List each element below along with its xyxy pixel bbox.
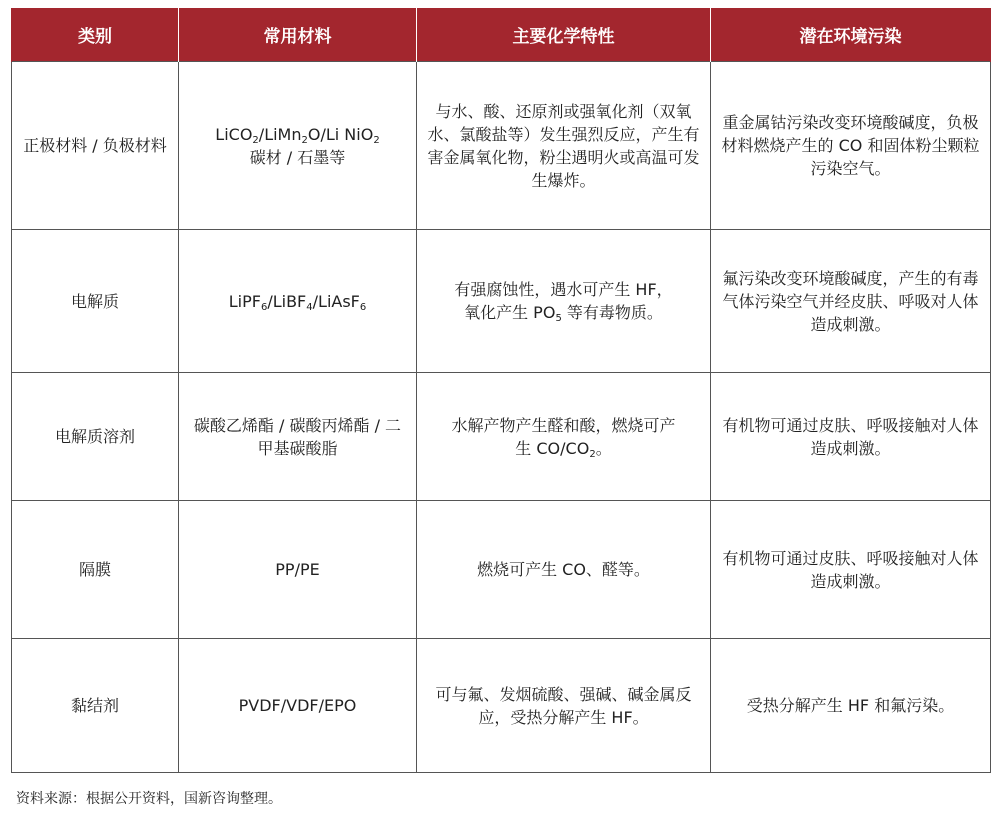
formula-subscript: 5 <box>555 313 562 324</box>
header-materials: 常用材料 <box>179 8 417 62</box>
cell-materials: PP/PE <box>179 501 417 639</box>
cell-category: 电解质 <box>12 230 179 373</box>
property-line-2 <box>425 437 702 460</box>
formula-text: LiCO <box>215 124 253 144</box>
table-row <box>12 373 991 501</box>
property-text: 等有毒物质。 <box>561 303 663 322</box>
formula-subscript: 4 <box>306 301 313 313</box>
table-row <box>12 501 991 639</box>
formula-subscript: 2 <box>589 448 596 460</box>
formula-subscript: 2 <box>301 134 308 146</box>
cell-materials <box>179 62 417 230</box>
cell-pollution: 氟污染改变环境酸碱度，产生的有毒气体污染空气并经皮肤、呼吸对人体造成刺激。 <box>711 230 991 373</box>
cell-property <box>417 373 711 501</box>
formula-subscript: 6 <box>260 301 268 313</box>
formula-subscript: 2 <box>252 134 259 146</box>
property-line-1: 有强腐蚀性，遇水可产生 HF， <box>454 280 673 299</box>
cell-category: 隔膜 <box>12 501 179 639</box>
cell-pollution: 有机物可通过皮肤、呼吸接触对人体造成刺激。 <box>711 373 991 501</box>
cell-pollution: 重金属钴污染改变环境酸碱度，负极材料燃烧产生的 CO 和固体粉尘颗粒污染空气。 <box>711 62 991 230</box>
cell-materials <box>179 230 417 373</box>
property-text: 生 CO/CO <box>515 438 590 458</box>
formula-subscript: 2 <box>373 134 380 146</box>
cell-category: 电解质溶剂 <box>12 373 179 501</box>
material-line-2: 碳材 / 石墨等 <box>249 147 346 167</box>
table-row <box>12 639 991 773</box>
cell-pollution: 受热分解产生 HF 和氟污染。 <box>711 639 991 773</box>
formula-text: /LiBF <box>267 291 307 311</box>
cell-property: 与水、酸、还原剂或强氧化剂（双氧水、氯酸盐等）发生强烈反应，产生有害金属氧化物，粉尘遇明火或高温可发生爆炸。 <box>417 62 711 230</box>
property-line-1: 水解产物产生醛和酸，燃烧可产 <box>451 415 676 435</box>
cell-materials: PVDF/VDF/EPO <box>179 639 417 773</box>
formula-text: /LiMn <box>258 124 302 144</box>
header-category: 类别 <box>12 8 179 62</box>
cell-property: 燃烧可产生 CO、醛等。 <box>417 501 711 639</box>
property-text: 氧化产生 PO <box>464 303 556 322</box>
table-row <box>12 62 991 230</box>
cell-category: 正极材料 / 负极材料 <box>12 62 179 230</box>
table-row <box>12 230 991 373</box>
header-chemical-properties: 主要化学特性 <box>417 8 711 62</box>
cell-category: 黏结剂 <box>12 639 179 773</box>
material-formula-line <box>187 123 408 146</box>
cell-pollution: 有机物可通过皮肤、呼吸接触对人体造成刺激。 <box>711 501 991 639</box>
cell-property: 可与氟、发烟硫酸、强碱、碱金属反应，受热分解产生 HF。 <box>417 639 711 773</box>
formula-text: /LiAsF <box>312 291 360 311</box>
formula-text: O/Li NiO <box>307 124 374 144</box>
source-note: 资料来源：根据公开资料，国新咨询整理。 <box>16 791 282 807</box>
battery-materials-table <box>11 8 991 773</box>
formula-text: LiPF <box>228 291 261 311</box>
formula-subscript: 6 <box>359 301 367 313</box>
property-text: 。 <box>595 438 612 458</box>
cell-materials: 碳酸乙烯酯 / 碳酸丙烯酯 / 二甲基碳酸脂 <box>179 373 417 501</box>
property-line-2 <box>425 301 702 324</box>
comparison-table-container <box>11 8 990 773</box>
header-environmental-pollution: 潜在环境污染 <box>711 8 991 62</box>
table-header-row <box>12 8 991 62</box>
cell-property <box>417 230 711 373</box>
